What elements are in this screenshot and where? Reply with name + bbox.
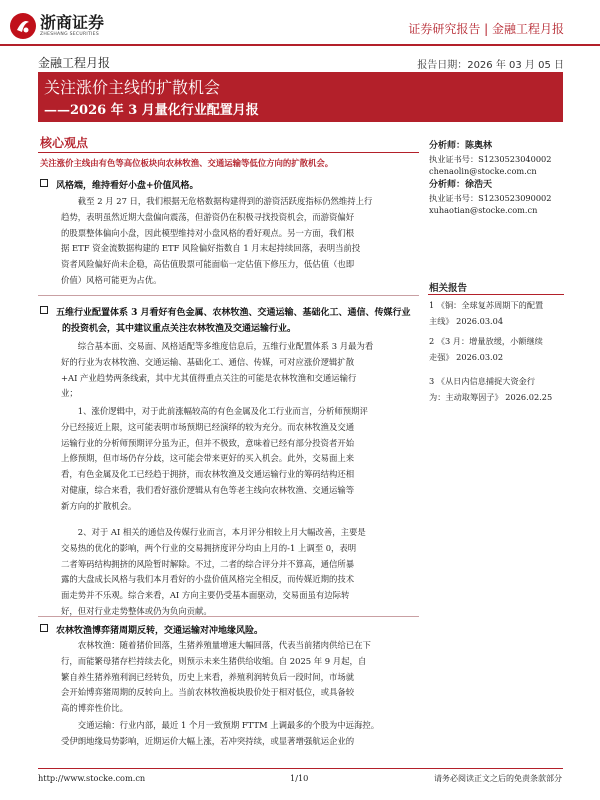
analyst-email[interactable]: xuhaotian@stocke.com.cn: [429, 205, 538, 215]
paragraph-price-logic: [61, 404, 421, 515]
bullet-heading: [40, 623, 263, 636]
text-line: 2、对于 AI 相关的通信及传媒行业而言，本月评分相较上月大幅改善，主要是: [77, 527, 366, 537]
text-line: 好的行业为农林牧渔、交通运输、基础化工、通信、传媒，可对应涨价逻辑扩散: [61, 356, 355, 367]
analyst-name: 分析师：陈奥林: [429, 141, 493, 151]
text-line: 二者筹码结构拥挤的风险暂时解除。不过，二者的综合评分并不算高，通信所暴: [61, 558, 355, 569]
brand-name: 浙商证券: [40, 12, 105, 32]
section-divider: [38, 152, 419, 153]
related-report-line: 3 《从日内信息捕捉大资金行: [429, 376, 536, 386]
text-line: 运输行业的分析师预期评分虽为正，但并不极致，意味着已经有部分投资者开始: [61, 437, 355, 448]
divider: [38, 295, 419, 296]
brand-name-en: ZHESHANG SECURITIES: [40, 31, 99, 37]
analyst-card: [429, 177, 565, 216]
analyst-card: [429, 138, 565, 177]
related-report-line: 为：主动取筹因子》 2026.02.25: [429, 391, 553, 402]
related-report-line: 1 《铜：全球复苏周期下的配置: [429, 300, 544, 310]
related-report-line: 走强》 2026.03.02: [429, 351, 504, 362]
text-line: 看，有色金属及化工已经趋于拥挤，而农林牧渔及交通运输行业的筹码结构还相: [61, 469, 355, 480]
page-number: 1/10: [290, 773, 309, 783]
text-line: 好，但对行业走势整体或仍为负向贡献。: [61, 605, 212, 616]
bullet-text: 五维行业配置体系 3 月看好有色金属、农林牧渔、交通运输、基础化工、通信、传媒行业: [56, 308, 411, 318]
related-reports-title: 相关报告: [429, 283, 468, 294]
report-title: 关注涨价主线的扩散机会: [44, 78, 221, 97]
analyst-name: 分析师：徐浩天: [429, 180, 493, 190]
related-report-2[interactable]: [429, 334, 563, 365]
bullet-heading: [40, 305, 424, 337]
text-line: 面走势并不乐观。综合来看，AI 方向主要仍受基本面驱动，交易面虽有边际转: [61, 590, 350, 601]
report-date: 报告日期：2026 年 03 月 05 日: [417, 60, 564, 71]
text-line: 露的大盘成长风格与我们本月看好的小盘价值风格完全相反，而传媒近期的技术: [61, 574, 355, 585]
text-line: 业；: [61, 388, 78, 399]
related-report-line: 2 《3 月：增量放缓，小额继续: [429, 336, 543, 346]
text-line: 趋势，表明虽然近期大盘偏向震荡，但游资仍在积极寻找投资机会，而游资偏好: [61, 211, 355, 222]
report-type: 金融工程月报: [38, 56, 111, 70]
text-line: 行，而能繁母猪存栏持续去化，则预示未来生猪供给收缩。自 2025 年 9 月起，自: [61, 655, 367, 666]
text-line: 对健康，综合来看，我们看好涨价逻辑从有色等老主线向农林牧渔、交通运输等: [61, 484, 355, 495]
section-title: 核心观点: [40, 136, 89, 150]
text-line: 农林牧渔：随着猪价回落，生猪养殖量增速大幅回落，代表当前猪肉供给已在下: [77, 640, 371, 650]
text-line: 价值）风格可能更为占优。: [61, 274, 162, 285]
text-line: 上修预期，但市场仍存分歧，这可能会带来更好的买入机会。此外，交易面上来: [61, 453, 355, 464]
bullet-heading: [40, 178, 199, 191]
text-line: 交通运输：行业内部，最近 1 个月一致预期 FTTM 上调最多的个股为中远海控。: [77, 720, 380, 730]
bullet-box-icon: [40, 624, 48, 632]
paragraph-agriculture: [61, 638, 421, 717]
analyst-email[interactable]: chenaolin@stocke.com.cn: [429, 166, 537, 176]
paragraph-style: [61, 194, 421, 289]
related-report-3[interactable]: [429, 374, 563, 405]
header-divider: [0, 44, 600, 46]
logo-icon: [10, 13, 36, 39]
text-line: 繁自养生猪养殖利润已经转负，历史上来看，养殖利润转负后一段时间，市场就: [61, 671, 355, 682]
bullet-text: 风格端，维持看好小盘+价值风格。: [56, 181, 199, 191]
bullet-box-icon: [40, 179, 48, 187]
text-line: 综合基本面、交易面、风格适配等多维度信息后，五维行业配置体系 3 月最为看: [77, 341, 374, 351]
text-line: 截至 2 月 27 日，我们根据无危格数据构建得到的游资活跃度指标仍然维持上行: [77, 196, 373, 206]
related-divider: [428, 294, 564, 295]
text-line: 会开始博弈猪周期的反转向上。当前农林牧渔板块股价处于相对低位，或具备较: [61, 687, 355, 698]
bullet-text: 农林牧渔博弈猪周期反转，交通运输对冲地缘风险。: [56, 626, 264, 636]
bullet-box-icon: [40, 306, 48, 314]
analyst-license: 执业证书号：S1230523040002: [429, 154, 552, 164]
paragraph-ai: [61, 525, 421, 620]
text-line: 新方向的扩散机会。: [61, 500, 137, 511]
text-line: 高的博弈性价比。: [61, 703, 128, 714]
analyst-license: 执业证书号：S1230523090002: [429, 193, 552, 203]
report-category: 证券研究报告 | 金融工程月报: [408, 22, 564, 36]
text-line: 的股票整体偏向小盘，因此模型维持对小盘风格的看好观点。另一方面，我们根: [61, 227, 355, 238]
report-subtitle: ——2026 年 3 月量化行业配置月报: [44, 103, 259, 118]
text-line: 1、涨价逻辑中，对于此前涨幅较高的有色金属及化工行业而言，分析师预期评: [77, 406, 368, 416]
key-point: 关注涨价主线由有色等高位板块向农林牧渔、交通运输等低位方向的扩散机会。: [40, 158, 334, 168]
related-report-line: 主线》 2026.03.04: [429, 315, 504, 326]
footer-disclaimer: 请务必阅读正文之后的免责条款部分: [434, 774, 562, 783]
footer-website-link[interactable]: http://www.stocke.com.cn: [38, 773, 146, 783]
footer-divider: [38, 768, 563, 769]
divider: [38, 616, 419, 617]
text-line: 资者风险偏好尚未企稳，高估值股票可能面临一定估值下修压力，低估值（也即: [61, 259, 355, 270]
text-line: 据 ETF 资金流数据构建的 ETF 风险偏好指数自 1 月末起持续回落，表明当前投: [61, 243, 361, 254]
text-line: +AI 产业趋势两条线索，其中尤其值得重点关注的可能是农林牧渔和交通运输行: [61, 372, 357, 383]
brand-logo: [10, 10, 150, 42]
text-line: 分已经接近上限，这可能表明市场预期已经演绎的较为充分。而农林牧渔及交通: [61, 421, 355, 432]
paragraph-transport: [61, 718, 421, 750]
text-line: 交易热的优化的影响，两个行业的交易拥挤度评分均由上月的-1 上调至 0，表明: [61, 542, 357, 553]
text-line: 受伊朗地缘局势影响，近期运价大幅上涨，若冲突持续，或显著增强航运企业的: [61, 735, 355, 746]
related-report-1[interactable]: [429, 298, 563, 329]
bullet-text: 的投资机会，其中建议重点关注农林牧渔及交通运输行业。: [62, 324, 297, 334]
paragraph-industry: [61, 339, 421, 402]
